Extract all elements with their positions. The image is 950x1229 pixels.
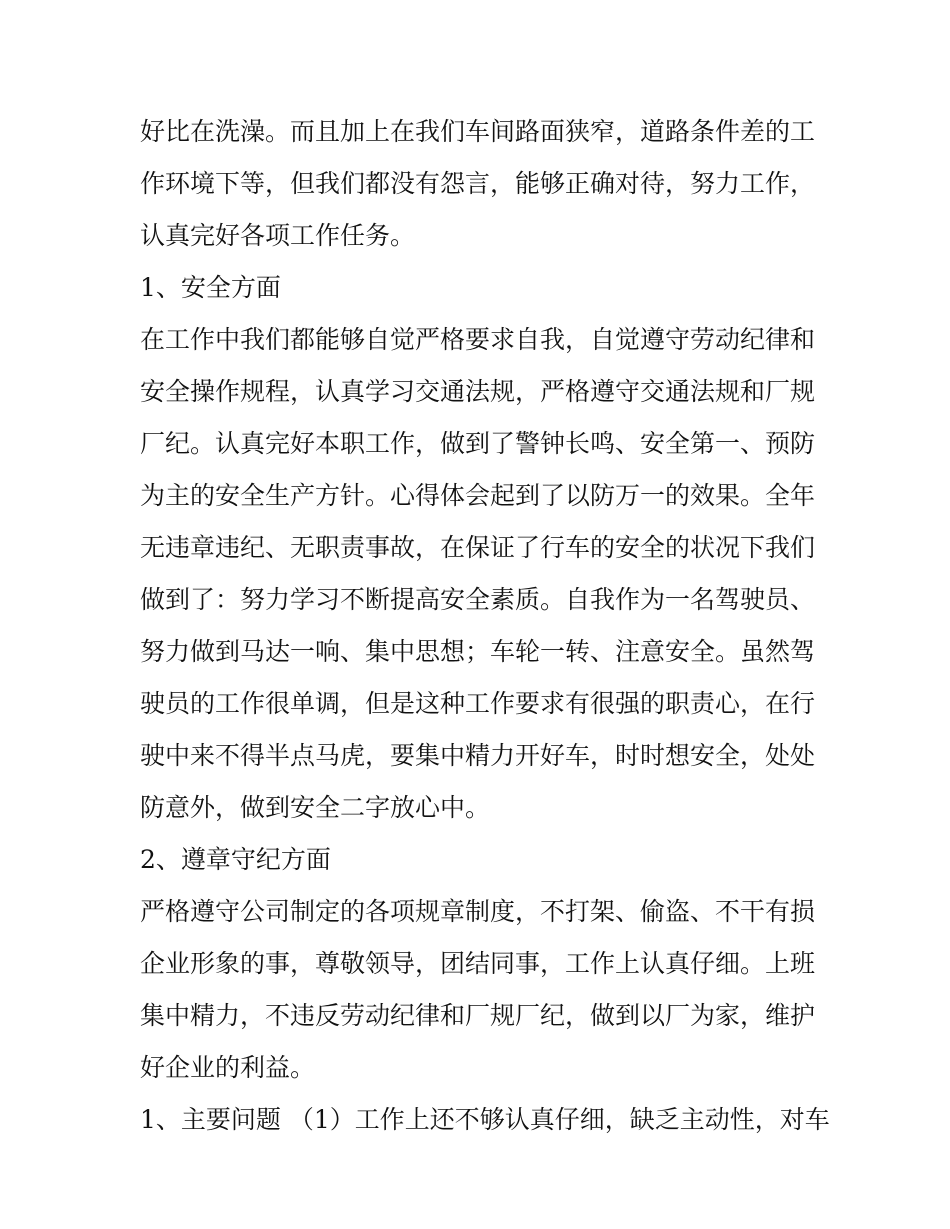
body-line: 好企业的利益。	[140, 1053, 316, 1082]
body-line: 企业形象的事，尊敬领导，团结同事，工作上认真仔细。上班	[140, 949, 816, 978]
body-line: 认真完好各项工作任务。	[140, 221, 416, 250]
body-line: 厂纪。认真完好本职工作，做到了警钟长鸣、安全第一、预防	[140, 429, 816, 458]
body-line: 在工作中我们都能够自觉严格要求自我，自觉遵守劳动纪律和	[140, 325, 816, 354]
body-line: 做到了：努力学习不断提高安全素质。自我作为一名驾驶员、	[140, 585, 816, 614]
body-line: 集中精力，不违反劳动纪律和厂规厂纪，做到以厂为家，维护	[140, 1001, 816, 1030]
body-line: 驶员的工作很单调，但是这种工作要求有很强的职责心，在行	[140, 689, 816, 718]
body-line: 安全操作规程，认真学习交通法规，严格遵守交通法规和厂规	[140, 377, 816, 406]
document-body	[140, 106, 830, 1146]
body-line: 严格遵守公司制定的各项规章制度，不打架、偷盗、不干有损	[140, 897, 816, 926]
body-line: 好比在洗澡。而且加上在我们车间路面狭窄，道路条件差的工	[140, 117, 816, 146]
section-heading-problems: 1、主要问题 （1）工作上还不够认真仔细，缺乏主动性，对车	[140, 1105, 830, 1134]
body-line: 防意外，做到安全二字放心中。	[140, 793, 491, 822]
body-line: 无违章违纪、无职责事故，在保证了行车的安全的状况下我们	[140, 533, 816, 562]
section-heading-safety: 1、安全方面	[140, 273, 281, 302]
body-line: 努力做到马达一响、集中思想；车轮一转、注意安全。虽然驾	[140, 637, 816, 666]
body-line: 为主的安全生产方针。心得体会起到了以防万一的效果。全年	[140, 481, 816, 510]
body-line: 作环境下等，但我们都没有怨言，能够正确对待，努力工作，	[140, 169, 816, 198]
section-heading-discipline: 2、遵章守纪方面	[140, 845, 331, 874]
body-line: 驶中来不得半点马虎，要集中精力开好车，时时想安全，处处	[140, 741, 816, 770]
